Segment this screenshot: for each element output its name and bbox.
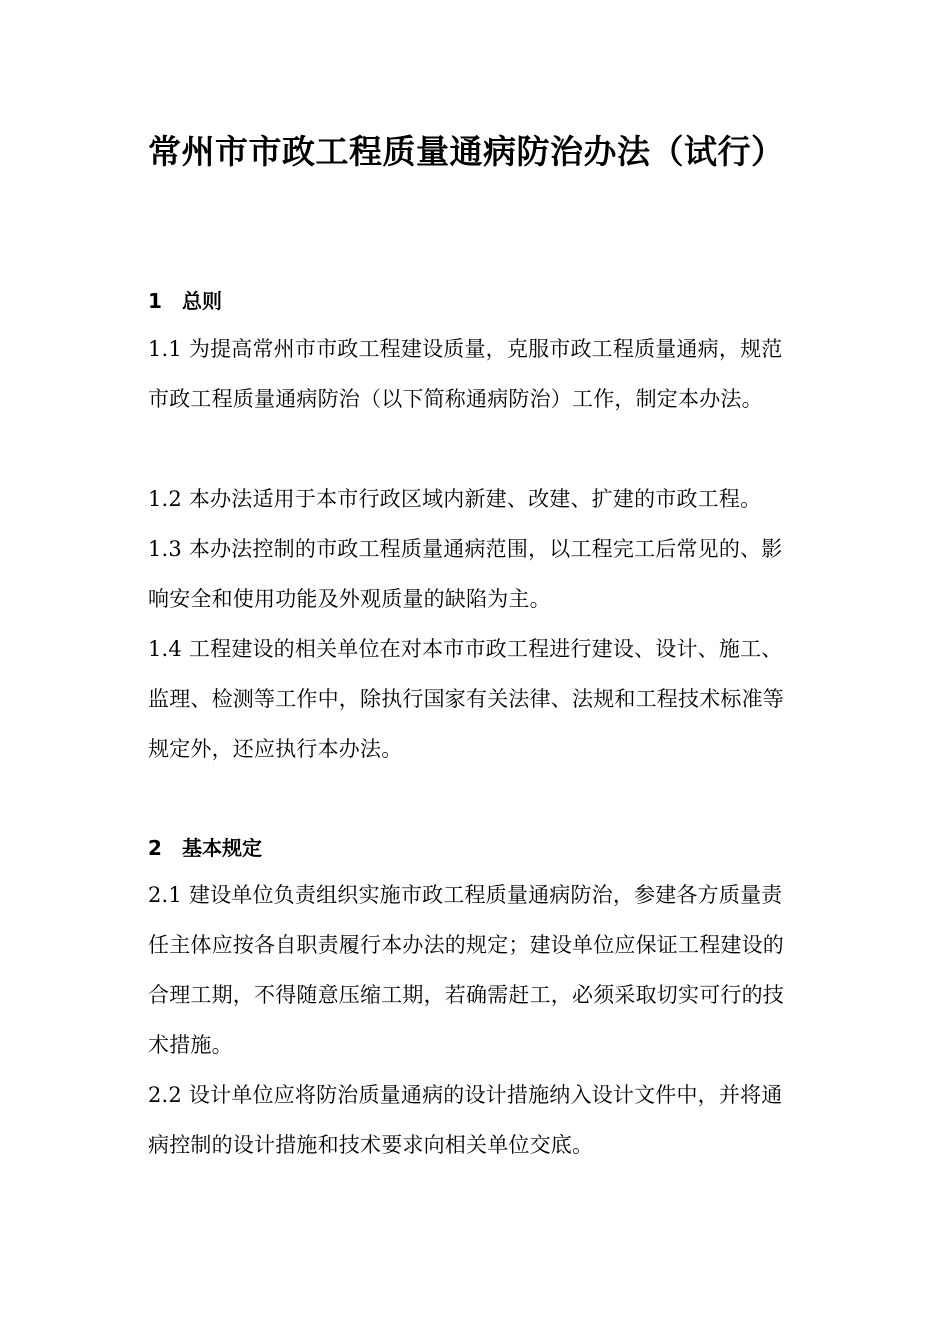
section-heading-2 [148, 833, 262, 863]
section-number: 1 [148, 289, 162, 313]
section-heading-1 [148, 286, 222, 316]
paragraph-2-2: 2.2 设计单位应将防治质量通病的设计措施纳入设计文件中，并将通病控制的设计措施和技术要求向相关单位交底。 [148, 1083, 783, 1157]
paragraph-1-2: 1.2 本办法适用于本市行政区域内新建、改建、扩建的市政工程。 [148, 487, 762, 511]
section-title: 基本规定 [182, 836, 262, 860]
paragraph-2-1: 2.1 建设单位负责组织实施市政工程质量通病防治，参建各方质量责任主体应按各自职责履行本办法的规定；建设单位应保证工程建设的合理工期，不得随意压缩工期，若确需赶工，必须采取切实可行的技术措施。 [148, 883, 784, 1057]
paragraph-1-1: 1.1 为提高常州市市政工程建设质量，克服市政工程质量通病，规范市政工程质量通病防治（以下简称通病防治）工作，制定本办法。 [148, 337, 783, 411]
section-title: 总则 [182, 289, 222, 313]
paragraph-1-4: 1.4 工程建设的相关单位在对本市市政工程进行建设、设计、施工、监理、检测等工作中，除执行国家有关法律、法规和工程技术标准等规定外，还应执行本办法。 [148, 637, 784, 761]
section-number: 2 [148, 836, 162, 860]
paragraph-1-3: 1.3 本办法控制的市政工程质量通病范围，以工程完工后常见的、影响安全和使用功能及外观质量的缺陷为主。 [148, 537, 783, 611]
document-title: 常州市市政工程质量通病防治办法（试行） [148, 132, 785, 171]
